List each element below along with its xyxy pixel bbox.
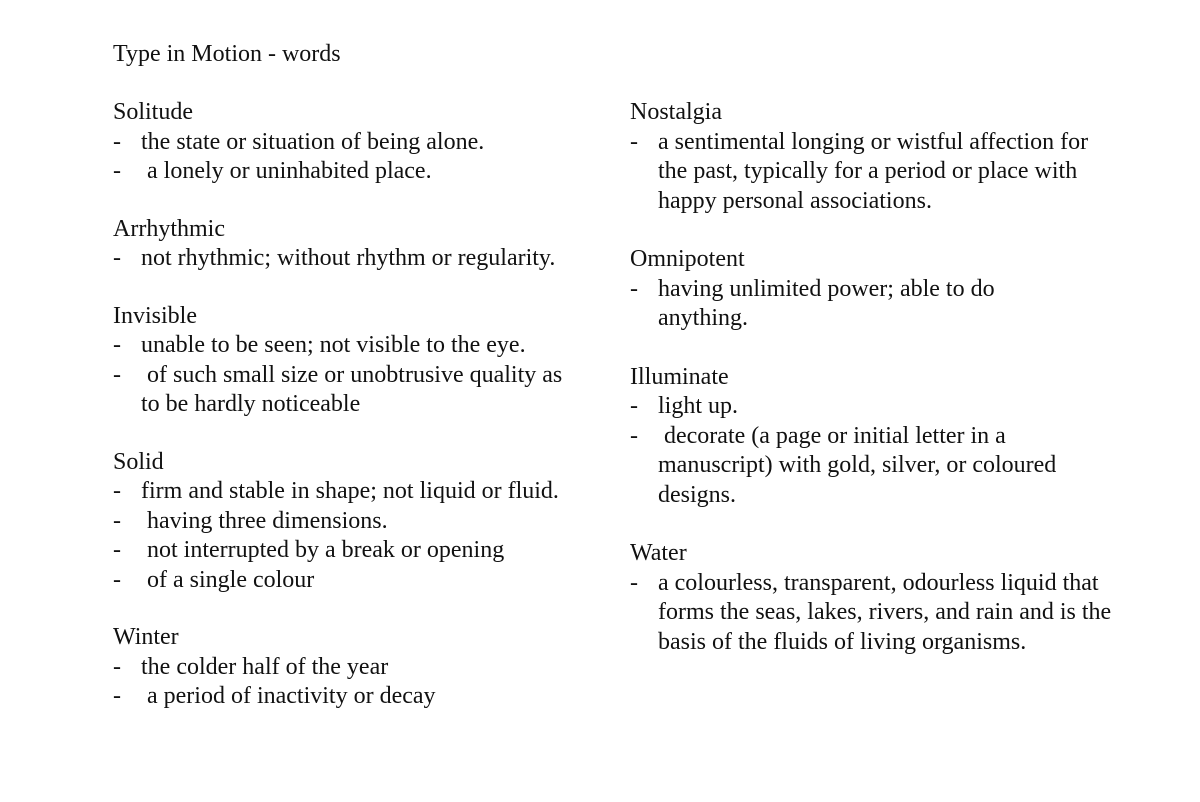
- definition-item: [113, 653, 611, 683]
- definition-item: [113, 128, 611, 158]
- definition-text: having unlimited power; able to do anything.: [658, 275, 995, 331]
- definition-text: a colourless, transparent, odourless liquid that forms the seas, lakes, rivers, and rain and is the basis of the fluids of living organisms.: [658, 569, 1112, 655]
- dash-bullet: -: [113, 478, 121, 504]
- entry-winter: [113, 623, 613, 712]
- entry-invisible: [113, 302, 613, 420]
- term: Arrhythmic: [113, 215, 225, 242]
- entry-nostalgia: [630, 98, 1130, 216]
- definition-text: a lonely or uninhabited place.: [147, 158, 432, 184]
- term: Illuminate: [630, 363, 729, 390]
- left-column: [113, 98, 613, 740]
- definition-text: of such small size or unobtrusive quality as to be hardly noticeable: [141, 361, 563, 417]
- definition-text: firm and stable in shape; not liquid or fluid.: [141, 478, 559, 504]
- definition-text: light up.: [658, 393, 739, 419]
- dash-bullet: -: [630, 275, 638, 302]
- definition-item: [113, 244, 621, 274]
- dash-bullet: -: [113, 245, 121, 271]
- entry-omnipotent: [630, 245, 1130, 334]
- entry-solid: [113, 448, 613, 596]
- definition-text: the colder half of the year: [141, 653, 389, 680]
- entry-water: [630, 539, 1130, 657]
- term: Omnipotent: [630, 246, 745, 272]
- dash-bullet: -: [113, 683, 121, 709]
- definition-text: not rhythmic; without rhythm or regularity.: [141, 245, 556, 271]
- definition-item: [113, 682, 611, 712]
- definition-text: decorate (a page or initial letter in a manuscript) with gold, silver, or coloured designs.: [658, 422, 1057, 508]
- term: Water: [630, 540, 687, 566]
- definition-item: [113, 477, 621, 507]
- right-column: [630, 98, 1130, 686]
- definition-text: unable to be seen; not visible to the eye.: [141, 332, 526, 358]
- dash-bullet: -: [630, 128, 638, 155]
- definition-item: [113, 566, 611, 596]
- dash-bullet: -: [113, 566, 121, 593]
- definition-text: of a single colour: [147, 566, 315, 593]
- dash-bullet: -: [630, 569, 638, 596]
- entry-illuminate: [630, 363, 1130, 511]
- definition-item: [630, 128, 1118, 217]
- definition-text: a period of inactivity or decay: [147, 683, 436, 709]
- document-title: Type in Motion - words: [113, 41, 341, 67]
- dash-bullet: -: [113, 507, 121, 534]
- dash-bullet: -: [113, 128, 121, 155]
- definition-item: [630, 275, 1078, 334]
- dash-bullet: -: [113, 361, 121, 388]
- term: Solitude: [113, 99, 194, 125]
- definition-item: [630, 422, 1118, 511]
- definition-text: not interrupted by a break or opening: [147, 537, 505, 563]
- definition-item: [630, 392, 1118, 422]
- definition-item: [113, 157, 611, 187]
- definition-item: [630, 569, 1118, 658]
- term: Invisible: [113, 302, 197, 329]
- definition-text: the state or situation of being alone.: [141, 128, 485, 155]
- definition-item: [113, 507, 611, 537]
- term: Winter: [113, 624, 179, 650]
- definition-item: [113, 536, 611, 566]
- entry-arrhythmic: [113, 215, 613, 274]
- dash-bullet: -: [630, 422, 638, 449]
- entry-solitude: [113, 98, 613, 187]
- definition-text: having three dimensions.: [147, 507, 388, 534]
- dash-bullet: -: [113, 653, 121, 680]
- dash-bullet: -: [630, 393, 638, 419]
- definition-item: [113, 331, 611, 361]
- dash-bullet: -: [113, 537, 121, 563]
- term: Solid: [113, 448, 164, 475]
- dash-bullet: -: [113, 158, 121, 184]
- definition-item: [113, 361, 581, 420]
- term: Nostalgia: [630, 99, 722, 125]
- definition-text: a sentimental longing or wistful affection for the past, typically for a period or place with happy personal associations.: [658, 128, 1089, 214]
- dash-bullet: -: [113, 332, 121, 358]
